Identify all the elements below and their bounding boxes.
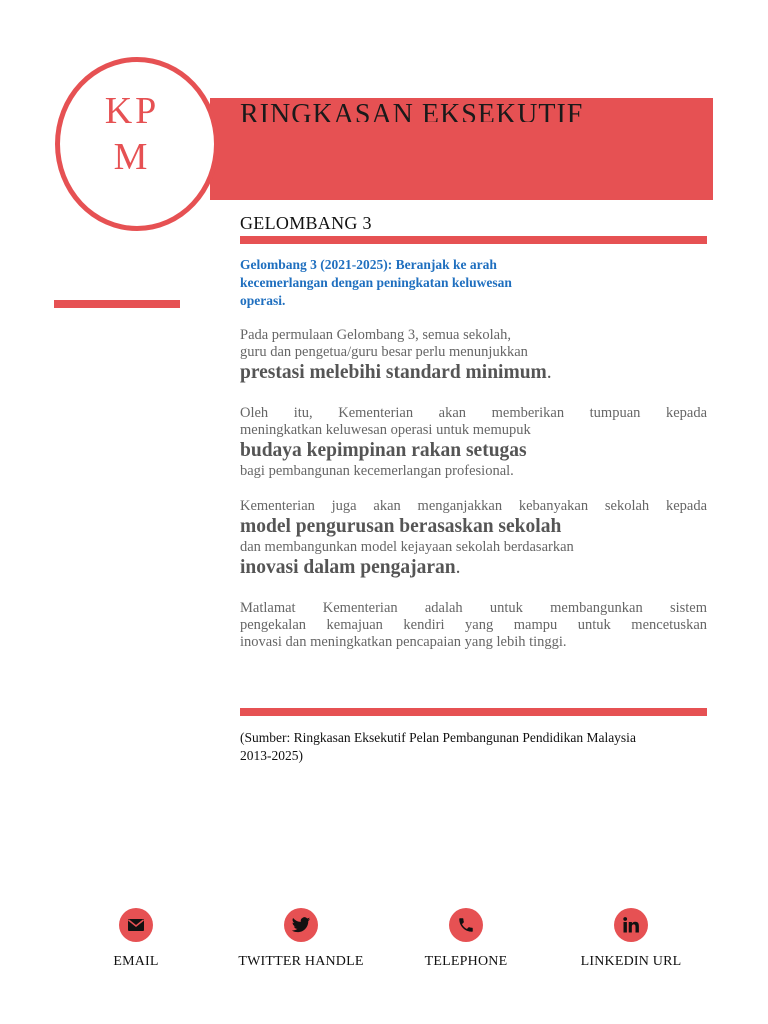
contact-label[interactable]: TELEPHONE bbox=[424, 954, 508, 969]
period: . bbox=[455, 557, 461, 578]
text-line: guru dan pengetua/guru besar perlu menunjukkan bbox=[240, 344, 528, 360]
text-line: meningkatkan keluwesan operasi untuk memupuk bbox=[240, 422, 531, 438]
envelope-icon[interactable] bbox=[119, 908, 153, 942]
text-line: inovasi dan meningkatkan pencapaian yang lebih tinggi. bbox=[240, 634, 567, 650]
lead-line: operasi. bbox=[240, 293, 286, 308]
emphasis-line bbox=[240, 556, 707, 580]
contact-label[interactable]: EMAIL bbox=[113, 954, 159, 969]
bottom-divider bbox=[240, 708, 707, 716]
paragraph-1 bbox=[240, 327, 707, 385]
text-line: Kementerian juga akan menganjakkan kebanyakan sekolah kepada bbox=[240, 498, 707, 514]
emphasis-line: budaya kepimpinan rakan setugas bbox=[240, 440, 527, 461]
contact-linkedin[interactable] bbox=[561, 908, 701, 970]
emphasis-line: model pengurusan berasaskan sekolah bbox=[240, 516, 562, 537]
lead-line: Gelombang 3 (2021-2025): Beranjak ke arah bbox=[240, 257, 497, 272]
text-line: Oleh itu, Kementerian akan memberikan tumpuan kepada bbox=[240, 405, 707, 421]
phone-icon[interactable] bbox=[449, 908, 483, 942]
subtitle-divider bbox=[240, 236, 707, 244]
contact-email[interactable] bbox=[66, 908, 206, 970]
text-line: Matlamat Kementerian adalah untuk membangunkan sistem bbox=[240, 600, 707, 616]
emphasis-line bbox=[240, 361, 707, 385]
text-line: bagi pembangunan kecemerlangan profesional. bbox=[240, 463, 514, 479]
lead-statement bbox=[240, 256, 560, 310]
twitter-bird-icon[interactable] bbox=[284, 908, 318, 942]
page-title: RINGKASAN EKSEKUTIF bbox=[240, 99, 584, 122]
section-subtitle: GELOMBANG 3 bbox=[240, 213, 372, 233]
contact-label[interactable]: LINKEDIN URL bbox=[580, 954, 682, 969]
text-line: Pada permulaan Gelombang 3, semua sekolah, bbox=[240, 327, 511, 343]
emphasis-text: inovasi dalam pengajaran bbox=[240, 557, 456, 578]
paragraph-3 bbox=[240, 498, 707, 580]
linkedin-icon[interactable] bbox=[614, 908, 648, 942]
logo-monogram bbox=[55, 88, 209, 180]
contact-twitter[interactable] bbox=[231, 908, 371, 970]
lead-line: kecemerlangan dengan peningkatan keluwesan bbox=[240, 275, 512, 290]
emphasis-text: prestasi melebihi standard minimum bbox=[240, 362, 547, 383]
text-line: pengekalan kemajuan kendiri yang mampu untuk mencetuskan bbox=[240, 617, 707, 633]
contact-telephone[interactable] bbox=[396, 908, 536, 970]
contact-label[interactable]: TWITTER HANDLE bbox=[238, 954, 364, 969]
citation-line: (Sumber: Ringkasan Eksekutif Pelan Pembangunan Pendidikan Malaysia bbox=[240, 730, 636, 745]
logo-line-1: KP bbox=[104, 90, 160, 132]
paragraph-4 bbox=[240, 600, 707, 651]
text-line: dan membangunkan model kejayaan sekolah berdasarkan bbox=[240, 539, 574, 555]
logo-line-2: M bbox=[113, 136, 151, 178]
period: . bbox=[546, 362, 552, 383]
citation-line: 2013-2025) bbox=[240, 748, 303, 763]
left-accent-bar bbox=[54, 300, 180, 308]
source-citation bbox=[240, 729, 660, 765]
paragraph-2 bbox=[240, 405, 707, 480]
